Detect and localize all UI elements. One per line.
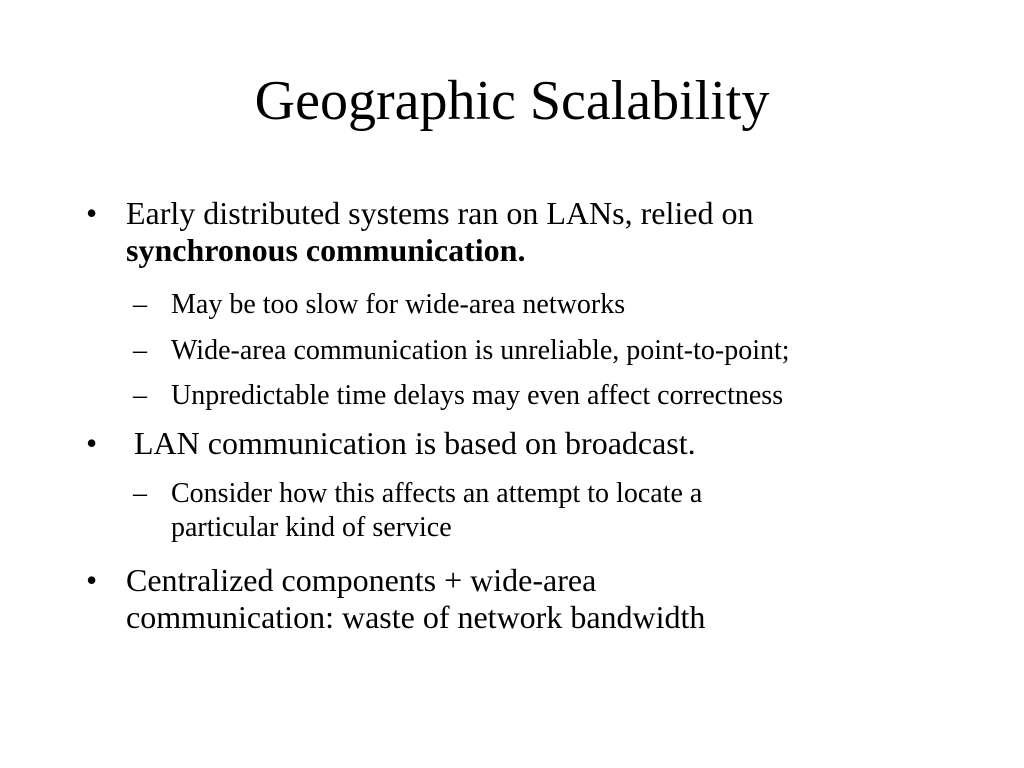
bullet-text-line1: Centralized components + wide-area: [126, 562, 597, 598]
bullet-text: [126, 562, 946, 636]
bullet-text-line2: communication: waste of network bandwidth: [126, 599, 706, 635]
sub-bullet-text: Unpredictable time delays may even affect correctness: [171, 380, 784, 411]
bullet-text-bold: synchronous communication.: [126, 232, 526, 268]
sub-bullet-item-1-2: [133, 334, 933, 368]
slide-title: Geographic Scalability: [254, 70, 770, 132]
sub-bullet-text: May be too slow for wide-area networks: [171, 289, 626, 320]
bullet-marker: •: [86, 195, 98, 231]
bullet-text: LAN communication is based on broadcast.: [126, 425, 696, 461]
sub-bullet-text-line2: particular kind of service: [171, 512, 452, 543]
bullet-marker: •: [86, 562, 98, 598]
sub-bullet-marker: –: [133, 289, 147, 320]
sub-bullet-text: Wide-area communication is unreliable, point-to-point;: [171, 335, 790, 366]
sub-bullet-item-2-1: [133, 477, 933, 545]
sub-bullet-text-line1: Consider how this affects an attempt to locate a: [171, 478, 703, 509]
sub-bullet-marker: –: [133, 478, 147, 509]
sub-bullet-item-1-3: [133, 379, 933, 413]
sub-bullet-item-1-1: [133, 288, 933, 322]
bullet-marker: •: [86, 425, 98, 461]
bullet-item-2: [86, 425, 946, 462]
sub-bullet-marker: –: [133, 335, 147, 366]
bullet-text-plain: Early distributed systems ran on LANs, relied on: [126, 195, 754, 231]
bullet-item-3: [86, 562, 946, 636]
sub-bullet-marker: –: [133, 380, 147, 411]
sub-bullet-text: [171, 477, 933, 545]
bullet-text: [126, 195, 946, 269]
bullet-item-1: [86, 195, 946, 269]
